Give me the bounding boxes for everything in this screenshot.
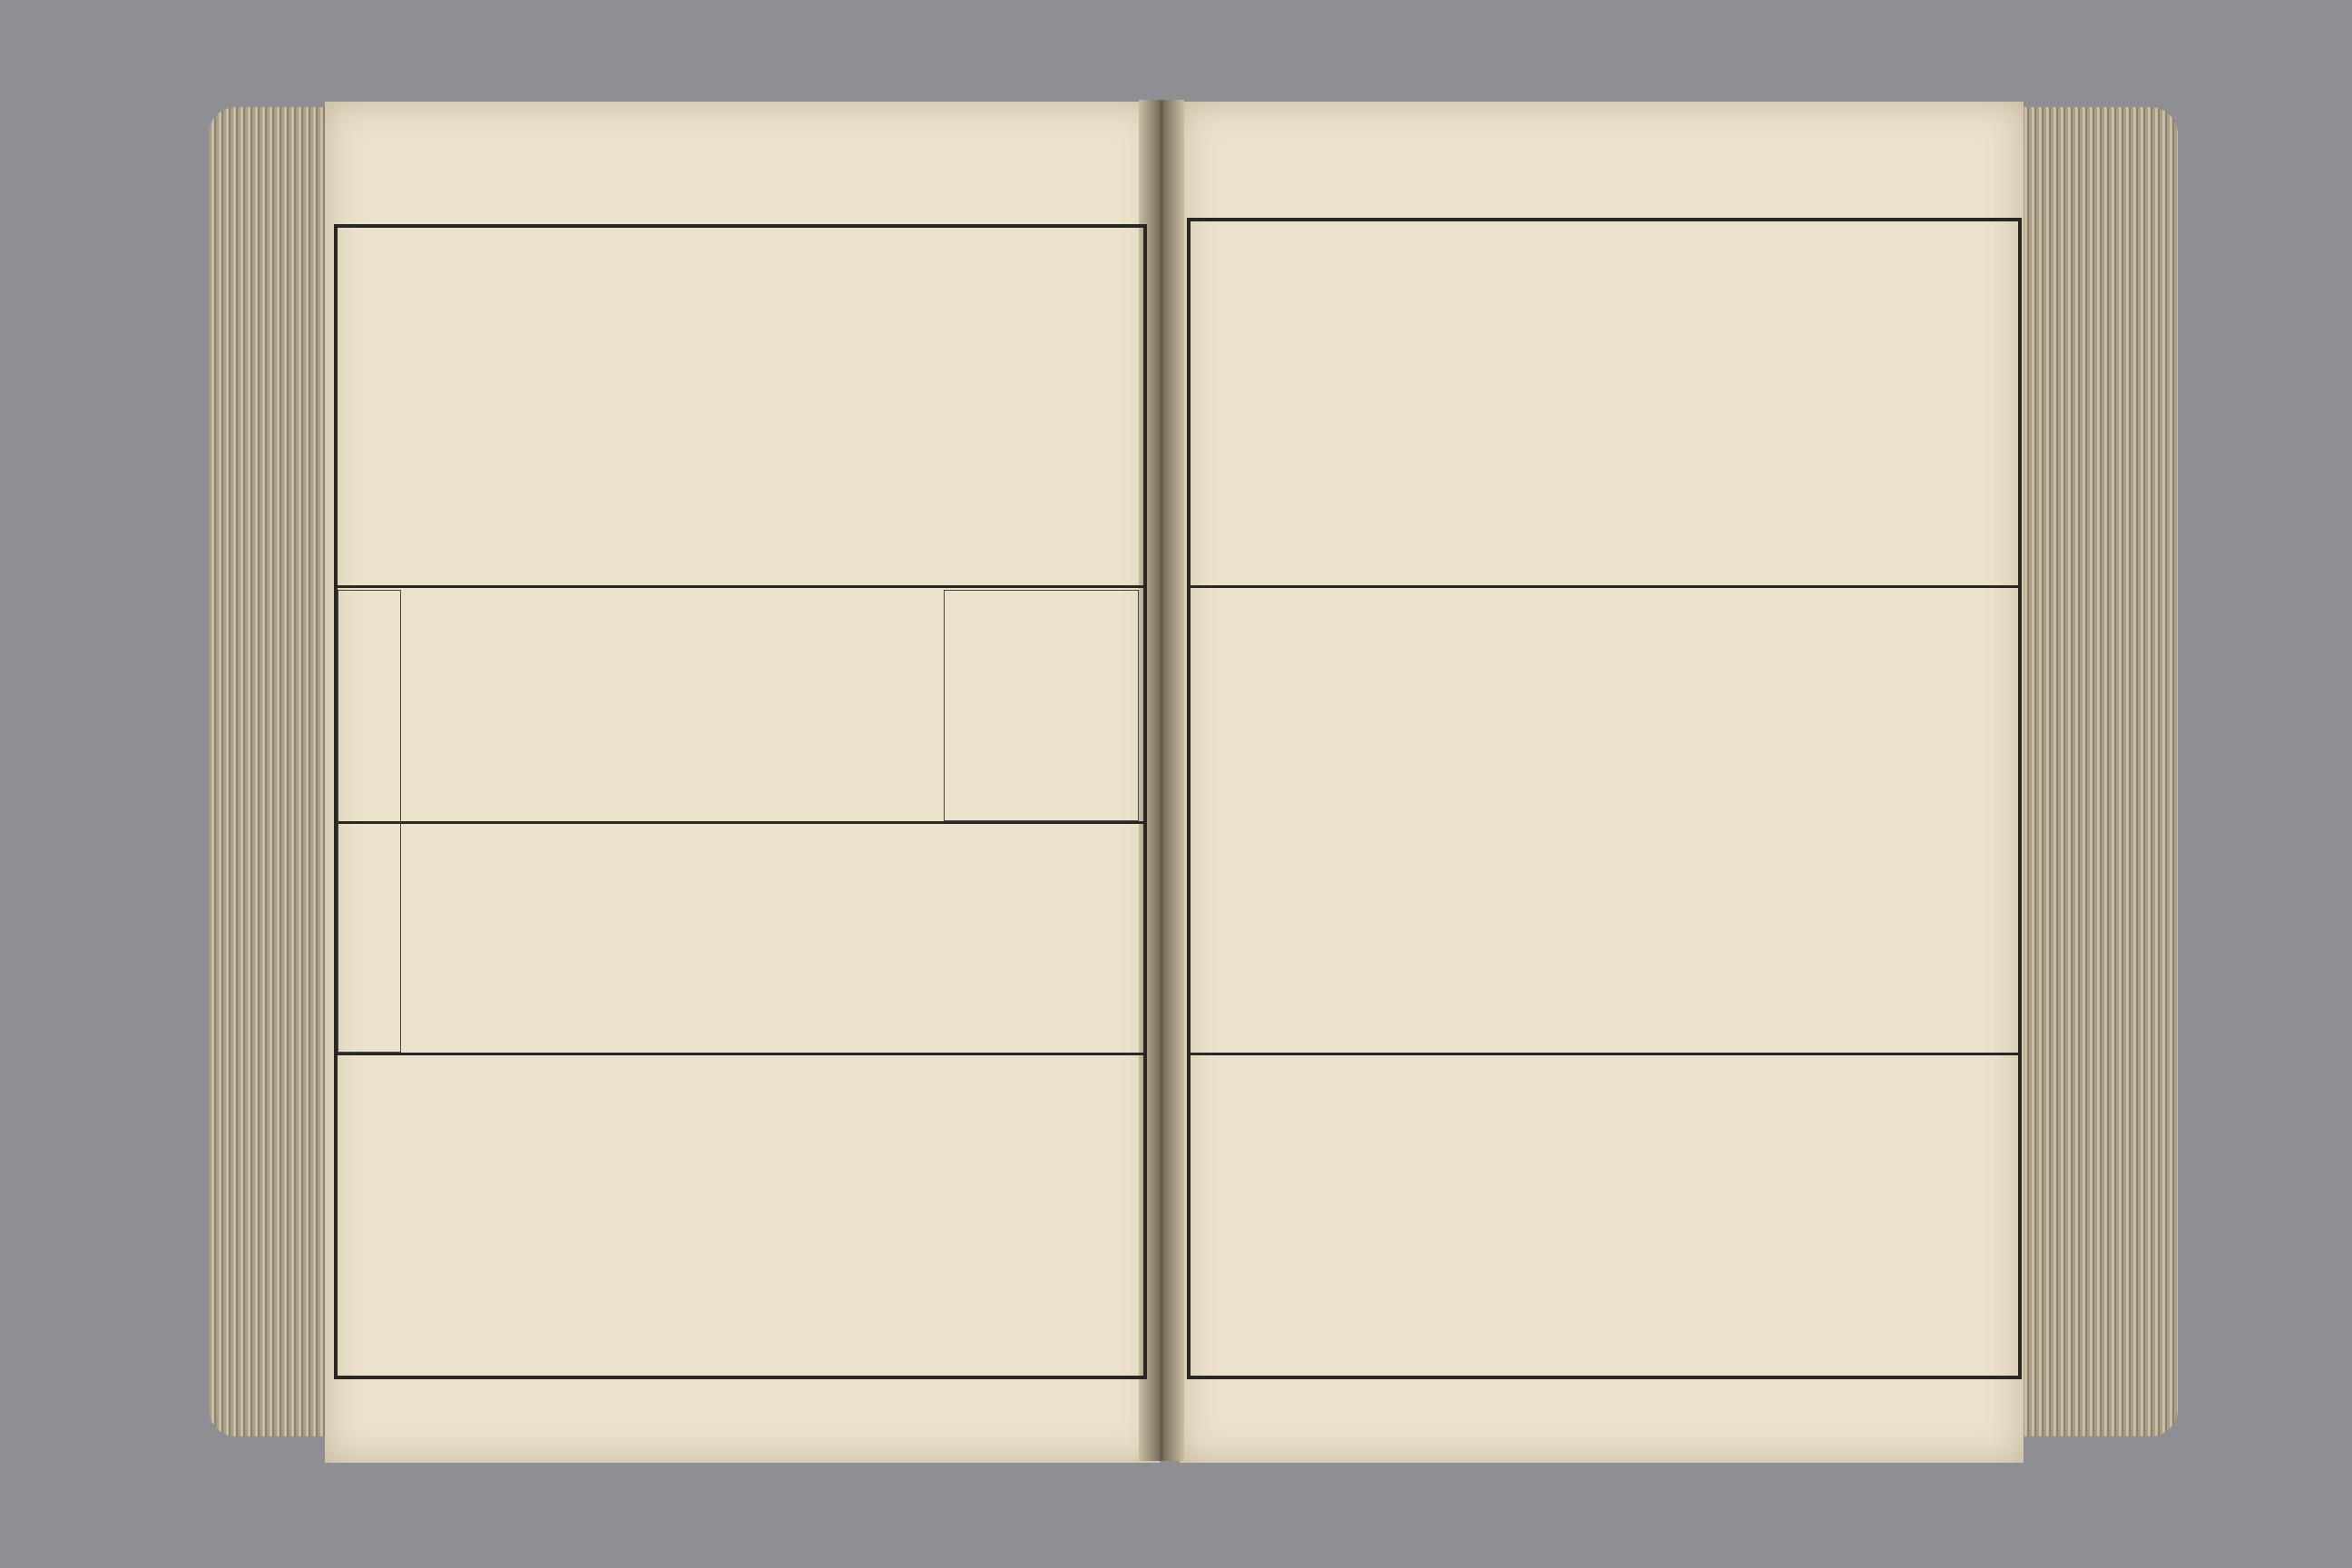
left-divider-top <box>334 585 1143 588</box>
zodiac-title-cell <box>338 590 401 1053</box>
right-divider-bottom <box>1187 1053 2018 1055</box>
stems-title-cell <box>944 590 1139 821</box>
right-page-frame <box>1187 218 2022 1379</box>
left-divider-mid <box>334 821 1143 824</box>
left-divider-bottom <box>334 1053 1143 1055</box>
right-divider-top <box>1187 585 2018 588</box>
